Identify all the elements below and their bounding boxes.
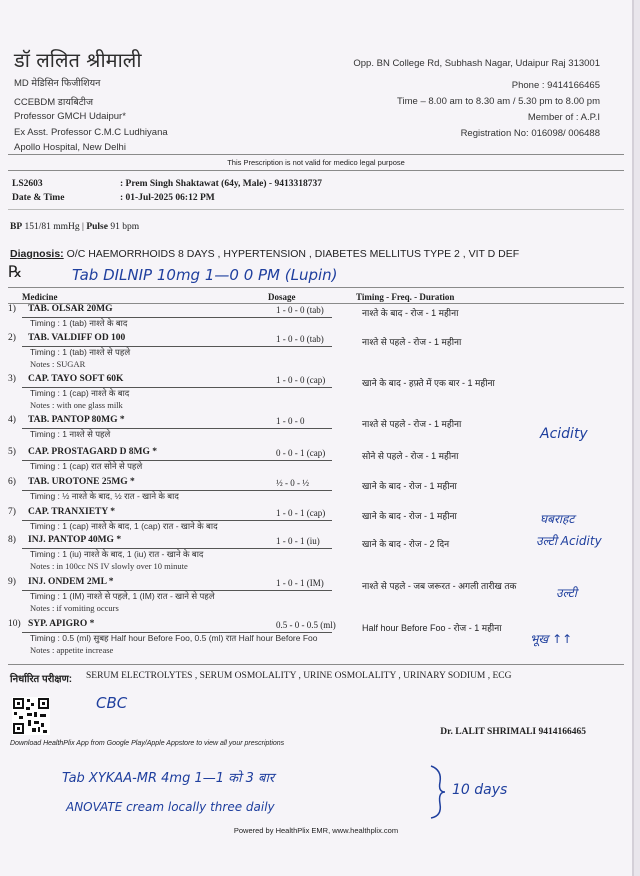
row-rule [22,317,332,318]
handwritten-extra: Tab XYKAA-MR 4mg 1—1 को 3 बार [62,771,275,786]
row-rule [22,346,332,347]
doctor-qualification: Ex Asst. Professor C.M.C Ludhiyana [14,127,168,138]
medicine-name: CAP. TRANXIETY * [28,507,116,517]
handwritten-note: उल्टी Acidity [536,534,602,548]
clinic-address: Opp. BN College Rd, Subhash Nagar, Udaipur Raj 313001 [353,58,600,69]
doctor-signature: Dr. LALIT SHRIMALI 9414166465 [440,727,586,737]
medicine-number: 3) [8,374,16,384]
pulse-label: Pulse [86,222,108,232]
medicine-name: TAB. OLSAR 20MG [28,304,113,314]
doctor-qualification: Apollo Hospital, New Delhi [14,142,126,153]
medicine-notes: Notes : appetite increase [30,645,114,655]
header-dosage: Dosage [268,292,296,302]
patient-id: LS2603 [12,179,43,189]
medicine-dosage: 1 - 0 - 1 (cap) [276,508,326,518]
medicine-frequency: नाश्ते से पहले - रोज - 1 महीना [362,337,462,347]
diagnosis-text: O/C HAEMORRHOIDS 8 DAYS , HYPERTENSION , DIABETES MELLITUS TYPE 2 , VIT D DEF [66,248,520,260]
investigations-label: निर्धारित परीक्षण: [10,674,73,685]
medicine-notes: Notes : SUGAR [30,359,86,369]
medicine-dosage: 1 - 0 - 1 (iu) [276,536,320,546]
pulse-value: 91 bpm [110,222,140,232]
handwritten-cbc: CBC [96,694,128,712]
medicine-dosage: 1 - 0 - 1 (IM) [276,578,324,588]
medicine-frequency: नाश्ते से पहले - जब जरूरत - अगली तारीख तक [362,581,517,591]
medicine-dosage: 1 - 0 - 0 (tab) [276,334,324,344]
bp-label: BP [10,222,23,232]
medicine-number: 5) [8,447,16,457]
medicine-name: SYP. APIGRO * [28,619,95,629]
medicine-notes: Notes : if vomiting occurs [30,603,119,613]
handwritten-brace [428,764,448,820]
clinic-time: Time – 8.00 am to 8.30 am / 5.30 pm to 8.00 pm [397,96,600,107]
medicine-timing: Timing : 1 (iu) नाश्ते के बाद, 1 (iu) रात - खाने के बाद [30,549,204,559]
medicine-name: TAB. PANTOP 80MG * [28,415,125,425]
diagnosis [10,248,519,260]
qr-code [12,697,50,735]
row-rule [22,632,332,633]
medicine-timing: Timing : 1 (tab) नाश्ते के बाद [30,318,128,328]
handwritten-note: Acidity [540,426,588,442]
patient-name: : Prem Singh Shaktawat (64y, Male) - 9413318737 [120,179,322,189]
registration-number: Registration No: 016098/ 006488 [460,128,600,139]
medicine-frequency: नाश्ते से पहले - रोज - 1 महीना [362,419,462,429]
handwritten-extra: ANOVATE cream locally three daily [66,800,275,814]
legal-notice: This Prescription is not valid for medico legal purpose [227,158,405,167]
medicine-name: TAB. VALDIFF OD 100 [28,333,126,343]
medicine-number: 7) [8,507,16,517]
medicine-number: 1) [8,304,16,314]
row-rule [22,520,332,521]
clinic-phone: Phone : 9414166465 [511,80,600,91]
header-medicine: Medicine [22,292,58,302]
row-rule [22,428,332,429]
table-top-rule [8,287,624,288]
medicine-dosage: 0.5 - 0 - 0.5 (ml) [276,620,336,630]
powered-by: Powered by HealthPlix EMR, www.healthplix.com [233,826,399,835]
handwritten-note: उल्टी [556,586,577,600]
doctor-qualification: Professor GMCH Udaipur* [14,111,126,122]
medicine-dosage: 1 - 0 - 0 [276,416,305,426]
medicine-number: 10) [8,619,21,629]
medicine-number: 2) [8,333,16,343]
medicine-frequency: खाने के बाद - रोज - 1 महीना [362,511,457,521]
medicine-timing: Timing : ½ नाश्ते के बाद, ½ रात - खाने के बाद [30,491,179,501]
medicine-name: TAB. UROTONE 25MG * [28,477,135,487]
row-rule [22,590,332,591]
doctor-membership: Member of : A.P.I [527,112,600,123]
handwritten-note: भूख ↑↑ [530,632,573,646]
medicine-timing: Timing : 1 (cap) नाश्ते के बाद [30,388,130,398]
doctor-qualification: CCEBDM डायबिटीज [14,97,94,108]
medicine-notes: Notes : in 100cc NS IV slowly over 10 minute [30,561,188,571]
medicine-frequency: खाने के बाद - हफ़्ते में एक बार - 1 महीना [362,378,495,388]
vitals: BP 151/81 mmHg | Pulse 91 bpm [10,222,140,232]
row-rule [22,490,332,491]
medicine-name: CAP. TAYO SOFT 60K [28,374,124,384]
medicine-timing: Timing : 0.5 (ml) सुबह Half hour Before Foo, 0.5 (ml) रात Half hour Before Foo [30,633,318,643]
medicine-name: CAP. PROSTAGARD D 8MG * [28,447,158,457]
medicine-frequency: Half hour Before Foo - रोज - 1 महीना [362,623,502,633]
handwritten-note: घबराहट [540,512,575,526]
medicine-number: 8) [8,535,16,545]
patient-divider [8,209,624,210]
header-divider [8,154,624,155]
medicine-timing: Timing : 1 (IM) नाश्ते से पहले, 1 (IM) रात - खाने से पहले [30,591,215,601]
row-rule [22,387,332,388]
medicine-timing: Timing : 1 (tab) नाश्ते से पहले [30,347,131,357]
medicine-timing: Timing : 1 (cap) नाश्ते के बाद, 1 (cap) रात - खाने के बाद [30,521,218,531]
medicine-dosage: 0 - 0 - 1 (cap) [276,448,326,458]
medicine-number: 6) [8,477,16,487]
app-download-text: Download HealthPlix App from Google Play/Apple Appstore to view all your prescriptions [10,740,285,747]
visit-datetime: : 01-Jul-2025 06:12 PM [120,193,215,203]
doctor-name-hindi: डॉ ललित श्रीमाली [14,48,142,72]
medicine-notes: Notes : with one glass milk [30,400,123,410]
investigations-text: SERUM ELECTROLYTES , SERUM OSMOLALITY , URINE OSMOLALITY , URINARY SODIUM , ECG [86,671,512,681]
medicine-timing: Timing : 1 (cap) रात सोने से पहले [30,461,143,471]
investigations-rule [8,664,624,665]
row-rule [22,548,332,549]
medicine-timing: Timing : 1 नाश्ते से पहले [30,429,111,439]
handwritten-duration: 10 days [452,782,508,798]
medicine-name: INJ. PANTOP 40MG * [28,535,122,545]
medicine-frequency: खाने के बाद - रोज - 1 महीना [362,481,457,491]
doctor-qualification: MD मेडिसिन फिजीशियन [14,78,101,89]
handwritten-rx: Tab DILNIP 10mg 1—0 0 PM (Lupin) [72,266,338,284]
rx-symbol: ℞ [8,264,23,281]
medicine-dosage: 1 - 0 - 0 (tab) [276,305,324,315]
medicine-number: 9) [8,577,16,587]
diagnosis-label: Diagnosis: [10,248,64,260]
notice-divider [8,170,624,171]
header-timing: Timing - Freq. - Duration [356,292,455,302]
datetime-label: Date & Time [12,193,65,203]
bp-value: 151/81 mmHg [24,222,80,232]
medicine-frequency: सोने से पहले - रोज - 1 महीना [362,451,459,461]
medicine-frequency: नाश्ते के बाद - रोज - 1 महीना [362,308,459,318]
medicine-dosage: 1 - 0 - 0 (cap) [276,375,326,385]
medicine-name: INJ. ONDEM 2ML * [28,577,114,587]
medicine-dosage: ½ - 0 - ½ [276,478,309,488]
medicine-number: 4) [8,415,16,425]
medicine-frequency: खाने के बाद - रोज - 2 दिन [362,539,450,549]
row-rule [22,460,332,461]
